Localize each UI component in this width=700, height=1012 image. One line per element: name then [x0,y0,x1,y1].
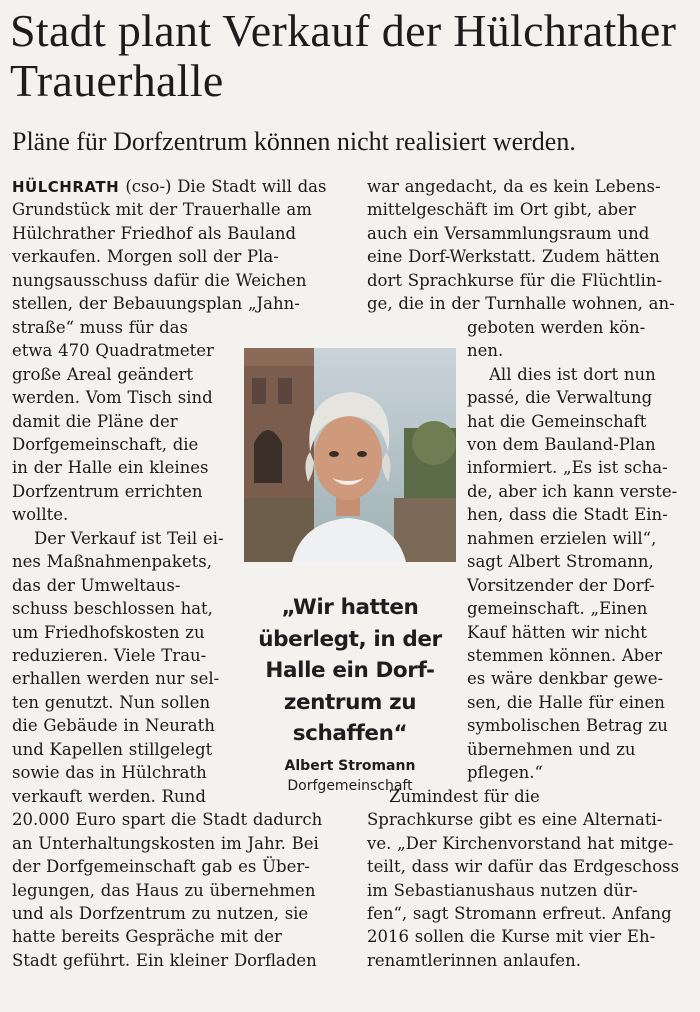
col2-line: Zumindest für die [389,786,540,806]
col2-line: ve. „Der Kirchenvorstand hat mitge- [367,833,674,853]
col2-line: ge, die in der Turnhalle wohnen, an- [367,294,675,314]
col1-line: damit die Pläne der [12,411,178,431]
col1-line: nungsausschuss dafür die Weichen [12,270,307,290]
col1-line: der Dorfgemeinschaft gab es Über- [12,857,310,877]
headline: Stadt plant Verkauf der Hülchrather Trauerhalle [10,5,677,106]
col2-line: nahmen erzielen will“, [467,528,657,548]
col1-line: erhallen werden nur sel- [12,669,220,689]
col2-line: eine Dorf-Werkstatt. Zudem hätten [367,247,660,267]
col1-line: Dorfgemeinschaft, die [12,434,199,454]
col1-line: stellen, der Bebauungsplan „Jahn- [12,294,300,314]
col1-line: und als Dorfzentrum zu nutzen, sie [12,903,309,923]
col2-line: pflegen.“ [467,763,543,783]
pull-quote [248,592,452,750]
col1-line: 20.000 Euro spart die Stadt dadurch [12,810,323,830]
col2-line: All dies ist dort nun [489,364,656,384]
col2-line: dort Sprachkurse für die Flüchtlin- [367,270,663,290]
col1-line: werden. Vom Tisch sind [12,388,213,408]
col1-line: an Unterhaltungskosten im Jahr. Bei [12,833,319,853]
col2-line: von dem Bauland-Plan [467,434,656,454]
portrait-photo [244,348,456,562]
col1-line: Hülchrather Friedhof als Bauland [12,223,297,243]
col2-line: geboten werden kön- [467,317,646,337]
col1-line: und Kapellen stillgelegt [12,739,213,759]
col1-line: Der Verkauf ist Teil ei- [34,528,224,548]
pull-quote-line: zentrum zu [283,689,417,715]
col1-line: Grundstück mit der Trauerhalle am [12,200,312,220]
col2-line: es wäre denkbar gewe- [467,669,664,689]
dateline-kicker: HÜLCHRATH [12,178,126,196]
col1-line: große Areal geändert [12,364,193,384]
col2-line: passé, die Verwaltung [467,388,653,408]
col1-line: schuss beschlossen hat, [12,599,213,619]
col1-line: die Gebäude in Neurath [12,716,215,736]
dateline-text: (cso-) Die Stadt will das [125,177,327,196]
col1-line: nes Maßnahmenpakets, [12,552,212,572]
pull-quote-line: schaffen“ [292,721,408,746]
col2-line: Kauf hätten wir nicht [467,622,647,642]
col2-line: teilt, dass wir dafür das Erdgeschoss [367,857,680,877]
col1-line: legungen, das Haus zu übernehmen [12,880,316,900]
col1-line: sowie das in Hülchrath [12,763,207,783]
col1-line: das der Umweltaus- [12,575,181,595]
pull-quote-line: überlegt, in der [258,626,442,652]
subheadline: Pläne für Dorfzentrum können nicht realisiert werden. [12,127,576,156]
col2-line: symbolischen Betrag zu [467,716,668,736]
col1-line: um Friedhofskosten zu [12,622,205,642]
col2-line: auch ein Versammlungsraum und [367,223,650,243]
col2-line: Vorsitzender der Dorf- [467,575,655,595]
col1-line: Stadt geführt. Ein kleiner Dorfladen [12,950,317,970]
pull-quote-author: Albert Stromann [284,758,416,774]
col2-line: fen“, sagt Stromann erfreut. Anfang [367,903,672,923]
pull-quote-line: Halle ein Dorf- [265,658,435,683]
col2-line: stemmen können. Aber [467,646,662,665]
col1-line: reduzieren. Viele Trau- [12,646,207,665]
col2-line: übernehmen und zu [467,739,636,759]
col2-line: informiert. „Es ist scha- [467,458,668,478]
col1-line: in der Halle ein kleines [12,458,209,478]
col1-line: verkaufen. Morgen soll der Pla- [12,247,279,267]
col1-line: etwa 470 Quadratmeter [12,341,214,361]
col2-line: renamtlerinnen anlaufen. [367,950,581,970]
col2-line: gemeinschaft. „Einen [467,599,648,619]
col1-line: ten genutzt. Nun sollen [12,692,211,712]
col1-line: wollte. [12,505,69,525]
col2-line: im Sebastianushaus nutzen dür- [367,880,638,900]
col1-line [12,176,334,198]
col2-line: Sprachkurse gibt es eine Alternati- [367,810,663,830]
col2-line: 2016 sollen die Kurse mit vier Eh- [367,927,656,947]
col1-line: straße“ muss für das [12,317,188,337]
col2-line: sagt Albert Stromann, [467,552,654,572]
col2-line: de, aber ich kann verste- [467,481,678,501]
col2-line: hen, dass die Stadt Ein- [467,505,668,525]
col2-line: nen. [467,341,504,361]
col2-line: mittelgeschäft im Ort gibt, aber [367,200,636,220]
pull-quote-line: „Wir hatten [281,595,419,620]
portrait-photo-image [244,348,456,562]
col2-line: hat die Gemeinschaft [467,411,647,431]
col2-line: sen, die Halle für einen [467,692,665,712]
col1-line: hatte bereits Gespräche mit der [12,927,282,947]
col1-line: Dorfzentrum errichten [12,481,203,501]
col2-line: war angedacht, da es kein Lebens- [367,177,661,196]
pull-quote-role: Dorfgemeinschaft [287,778,413,794]
col1-line: verkauft werden. Rund [12,786,206,806]
